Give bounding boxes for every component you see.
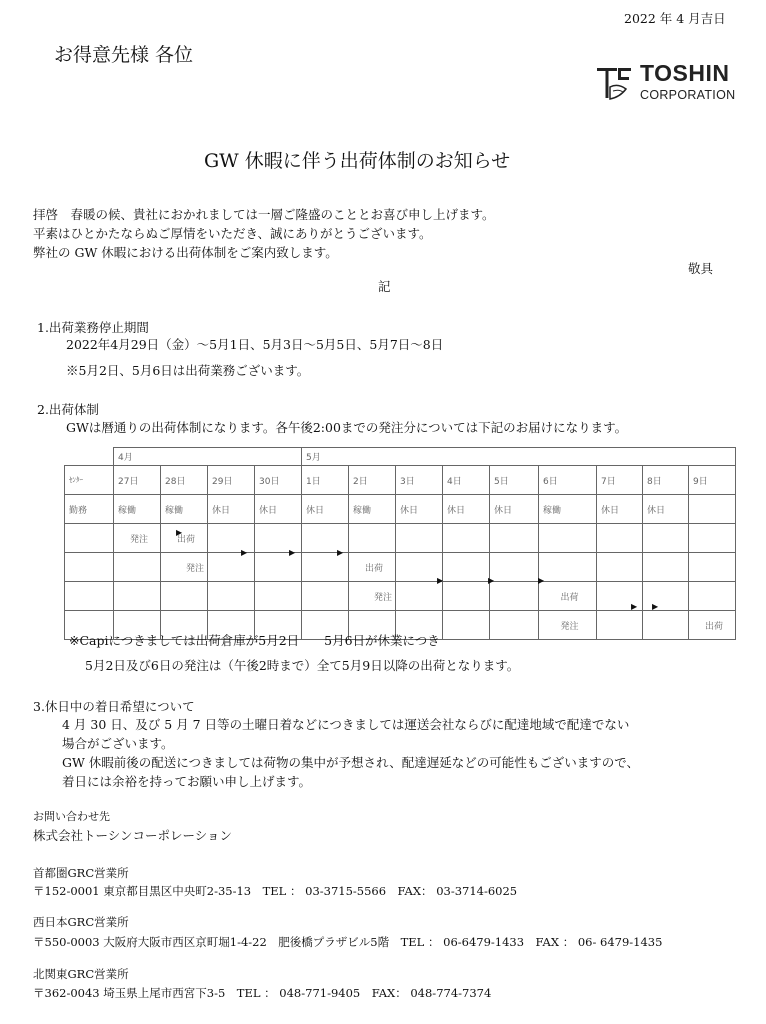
section3-line-1: 4 月 30 日、及び 5 月 7 日等の土曜日着などにつきましては運送会社ならびに配達地域で配達でない	[62, 717, 630, 732]
office-name: 西日本GRC営業所	[33, 915, 129, 929]
addressee: お得意先様 各位	[54, 44, 194, 66]
status-cell: 休日	[597, 495, 643, 524]
status-cell: 休日	[396, 495, 443, 524]
status-cell	[689, 495, 736, 524]
table-row	[65, 466, 736, 495]
office-name: 首都圏GRC営業所	[33, 866, 129, 880]
document-date: 2022 年 4 月吉日	[624, 11, 726, 26]
table-row	[65, 448, 736, 466]
logo-name: TOSHIN	[640, 60, 730, 86]
order-cell: 発注	[114, 524, 161, 553]
capi-note-2: 5月2日及び6日の発注は（午後2時まで）全て5月9日以降の出荷となります。	[85, 658, 520, 673]
row-label-center: ｾﾝﾀｰ	[65, 466, 114, 495]
date-cell: 3日	[396, 466, 443, 495]
ship-cell: 出荷	[689, 611, 736, 640]
row-label-work: 勤務	[65, 495, 114, 524]
greeting-line-1: 拝啓 春暖の候、貴社におかれましては一層ご隆盛のこととお喜び申し上げます。	[33, 207, 495, 222]
arrow-right-icon: ▶	[652, 602, 659, 611]
shipping-schedule-table	[64, 447, 736, 640]
status-cell: 休日	[643, 495, 689, 524]
status-cell: 稼働	[349, 495, 396, 524]
table-row	[65, 495, 736, 524]
status-cell: 稼働	[539, 495, 597, 524]
status-cell: 休日	[443, 495, 490, 524]
table-row	[65, 524, 736, 553]
arrow-right-icon: ▶	[337, 548, 344, 557]
date-cell: 6日	[539, 466, 597, 495]
section2-desc: GWは暦通りの出荷体制になります。各午後2:00までの発注分については下記のお届けになります。	[66, 420, 628, 435]
arrow-right-icon: ▶	[176, 528, 183, 537]
date-cell: 7日	[597, 466, 643, 495]
section2-heading: 2.出荷体制	[37, 402, 99, 417]
date-cell: 1日	[302, 466, 349, 495]
section1-note: ※5月2日、5月6日は出荷業務ございます。	[66, 363, 310, 378]
table-row	[65, 553, 736, 582]
date-cell: 27日	[114, 466, 161, 495]
ship-cell: 出荷	[161, 524, 208, 553]
order-cell: 発注	[161, 553, 208, 582]
arrow-right-icon: ▶	[437, 576, 444, 585]
keigu: 敬具	[688, 261, 714, 276]
date-cell: 29日	[208, 466, 255, 495]
date-cell: 5日	[490, 466, 539, 495]
status-cell: 稼働	[161, 495, 208, 524]
ship-cell: 出荷	[349, 553, 396, 582]
capi-note-1: ※Capiにつきましては出荷倉庫が5月2日 5月6日が休業につき	[69, 633, 440, 648]
arrow-right-icon: ▶	[488, 576, 495, 585]
section3-line-3: GW 休暇前後の配送につきましては荷物の集中が予想され、配達遅延などの可能性もございますので、	[62, 755, 640, 770]
status-cell: 稼働	[114, 495, 161, 524]
document-title: GW 休暇に伴う出荷体制のお知らせ	[204, 150, 511, 172]
office-address: 〒550-0003 大阪府大阪市西区京町堀1-4-22 肥後橋プラザビル5階 TEL ： 06-6479-1433 FAX ： 06- 6479-1435	[33, 935, 663, 949]
office-name: 北関東GRC営業所	[33, 967, 129, 981]
order-cell: 発注	[349, 582, 396, 611]
contact-label: お問い合わせ先	[33, 810, 110, 823]
status-cell: 休日	[208, 495, 255, 524]
ship-cell: 出荷	[539, 582, 597, 611]
section1-heading: 1.出荷業務停止期間	[37, 320, 149, 335]
order-cell: 発注	[539, 611, 597, 640]
month-may-label: 5月	[302, 448, 736, 466]
greeting-line-3: 弊社の GW 休暇における出荷体制をご案内致します。	[33, 245, 338, 260]
arrow-right-icon: ▶	[289, 548, 296, 557]
section3-line-2: 場合がございます。	[62, 736, 174, 751]
section1-period: 2022年4月29日（金）～5月1日、5月3日～5月5日、5月7日～8日	[66, 337, 444, 352]
date-cell: 9日	[689, 466, 736, 495]
month-april-label: 4月	[114, 448, 302, 466]
contact-company: 株式会社トーシンコーポレーション	[33, 828, 232, 843]
date-cell: 30日	[255, 466, 302, 495]
logo-sub: CORPORATION	[640, 88, 736, 102]
date-cell: 28日	[161, 466, 208, 495]
status-cell: 休日	[255, 495, 302, 524]
section3-heading: 3.休日中の着日希望について	[33, 699, 195, 714]
section3-line-4: 着日には余裕を持ってお願い申し上げます。	[62, 774, 312, 789]
ki: 記	[378, 279, 391, 294]
toshin-logo-icon	[596, 65, 636, 105]
arrow-right-icon: ▶	[538, 576, 545, 585]
date-cell: 4日	[443, 466, 490, 495]
arrow-right-icon: ▶	[241, 548, 248, 557]
arrow-right-icon: ▶	[631, 602, 638, 611]
date-cell: 8日	[643, 466, 689, 495]
date-cell: 2日	[349, 466, 396, 495]
office-address: 〒152-0001 東京都目黒区中央町2-35-13 TEL ： 03-3715-5566 FAX： 03-3714-6025	[33, 884, 518, 898]
status-cell: 休日	[302, 495, 349, 524]
office-address: 〒362-0043 埼玉県上尾市西宮下3-5 TEL ： 048-771-9405 FAX： 048-774-7374	[33, 986, 492, 1000]
status-cell: 休日	[490, 495, 539, 524]
greeting-line-2: 平素はひとかたならぬご厚情をいただき、誠にありがとうございます。	[33, 226, 432, 241]
